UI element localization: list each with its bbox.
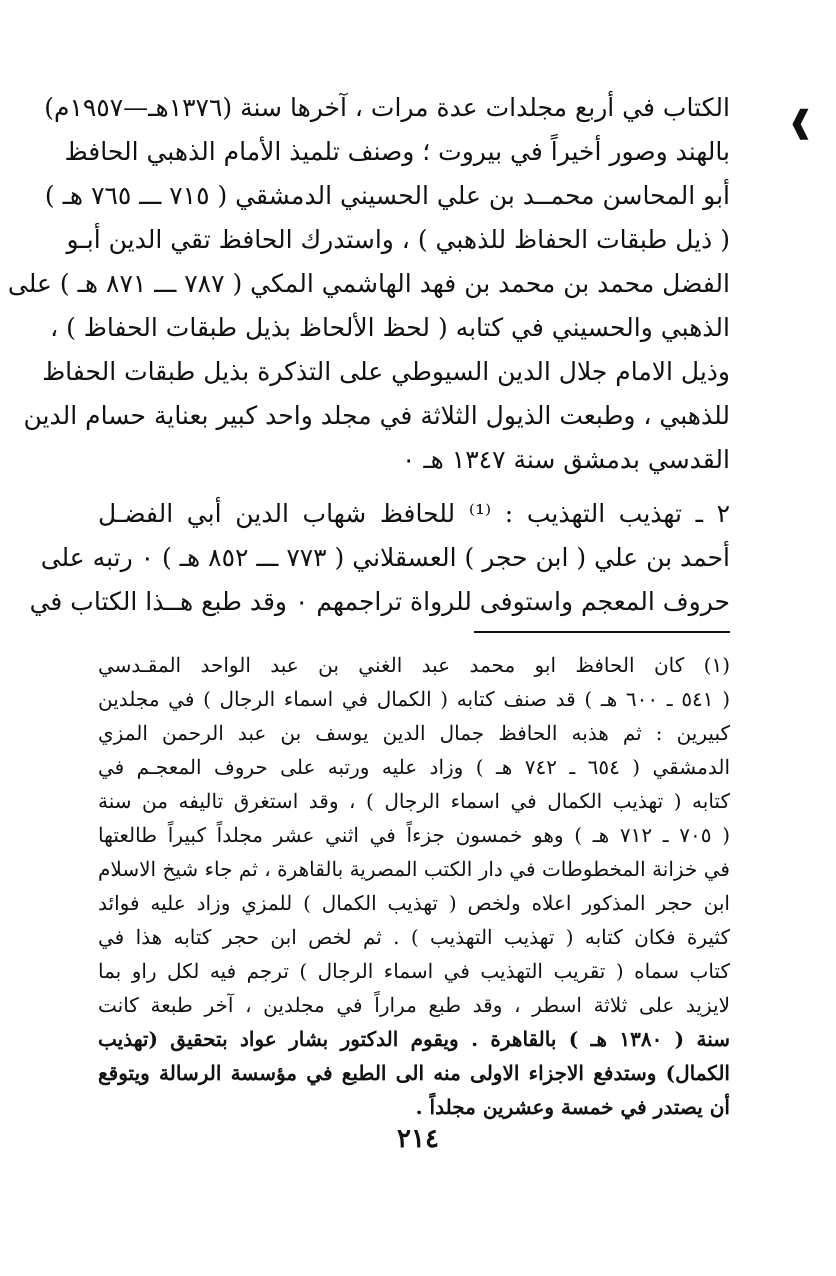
footnote-separator xyxy=(474,631,730,633)
paragraph-1-line: الكتاب في أربع مجلدات عدة مرات ، آخرها سنة (١٣٧٦هـ—١٩٥٧م) xyxy=(44,93,730,122)
footnote-line: الدمشقي ( ٦٥٤ ـ ٧٤٢ هـ ) وزاد عليه ورتبه على حروف المعجـم في xyxy=(98,755,731,779)
footnote-line: كتابه ( تهذيب الكمال في اسماء الرجال ) ، وقد استغرق تاليفه من سنة xyxy=(98,789,730,813)
footnote-line: ابن حجر المذكور اعلاه ولخص ( تهذيب الكمال ) للمزي وزاد عليه فوائد xyxy=(98,891,730,915)
page-number: ٢١٤ xyxy=(397,1124,439,1154)
footnote-line: أن يصتدر في خمسة وعشرين مجلداً . xyxy=(415,1095,730,1119)
paragraph-1-line: للذهبي ، وطبعت الذيول الثلاثة في مجلد واحد كبير بعناية حسام الدين xyxy=(23,401,730,430)
paragraph-1-line: أبو المحاسن محمــد بن علي الحسيني الدمشقي ( ٧١٥ ـــ ٧٦٥ هـ ) xyxy=(44,181,730,210)
footnote-line: كبيرين : ثم هذبه الحافظ جمال الدين يوسف بن عبد الرحمن المزي xyxy=(98,721,730,745)
footnote-line: ( ٥٤١ ـ ٦٠٠ هـ ) قد صنف كتابه ( الكمال في اسماء الرجال ) في مجلدين xyxy=(98,687,730,711)
paragraph-2-line: ٢ ـ تهذيب التهذيب : ⁽¹⁾ للحافظ شهاب الدين أبي الفضـل xyxy=(98,499,730,528)
paragraph-1-line: وذيل الامام جلال الدين السيوطي على التذكرة بذيل طبقات الحفاظ xyxy=(42,357,730,386)
paragraph-2-line: حروف المعجم واستوفى للرواة تراجمهم ٠ وقد طبع هــذا الكتاب في xyxy=(29,587,730,616)
footnote-line: (١) كان الحافظ ابو محمد عبد الغني بن عبد الواحد المقـدسي xyxy=(98,653,730,677)
footnote-line: كثيرة فكان كتابه ( تهذيب التهذيب ) . ثم لخص ابن حجر كتابه هذا في xyxy=(98,925,730,949)
footnote-line: سنة ( ١٣٨٠ هـ ) بالقاهرة . ويقوم الدكتور بشار عواد بتحقيق (تهذيب xyxy=(98,1027,731,1051)
paragraph-1-line: ( ذيل طبقات الحفاظ للذهبي ) ، واستدرك الحافظ تقي الدين أبـو xyxy=(66,225,730,254)
footnote-line: كتاب سماه ( تقريب التهذيب في اسماء الرجال ) ترجم فيه لكل راو بما xyxy=(98,959,730,983)
footnote-line: لايزيد على ثلاثة اسطر ، وقد طبع مراراً في مجلدين ، آخر طبعة كانت xyxy=(98,993,730,1017)
margin-bracket-mark: ❰ xyxy=(788,105,814,140)
paragraph-1-line: الذهبي والحسيني في كتابه ( لحظ الألحاظ بذيل طبقات الحفاظ ) ، xyxy=(50,313,730,342)
paragraph-1-line: الفضل محمد بن محمد بن فهد الهاشمي المكي ( ٧٨٧ ـــ ٨٧١ هـ ) على xyxy=(7,269,730,298)
footnote-line: الكمال) وستدفع الاجزاء الاولى منه الى الطبع في مؤسسة الرسالة ويتوقع xyxy=(98,1061,730,1085)
footnote-line: في خزانة المخطوطات في دار الكتب المصرية بالقاهرة ، ثم جاء شيخ الاسلام xyxy=(98,857,730,881)
paragraph-1-line: القدسي بدمشق سنة ١٣٤٧ هـ ٠ xyxy=(401,445,730,474)
paragraph-2-line: أحمد بن علي ( ابن حجر ) العسقلاني ( ٧٧٣ ـــ ٨٥٢ هـ ) ٠ رتبه على xyxy=(40,543,730,572)
footnote-line: ( ٧٠٥ ـ ٧١٢ هـ ) وهو خمسون جزءاً في اثني عشر مجلداً كبيراً طالعتها xyxy=(98,823,730,847)
paragraph-1-line: بالهند وصور أخيراً في بيروت ؛ وصنف تلميذ الأمام الذهبي الحافظ xyxy=(64,137,730,166)
